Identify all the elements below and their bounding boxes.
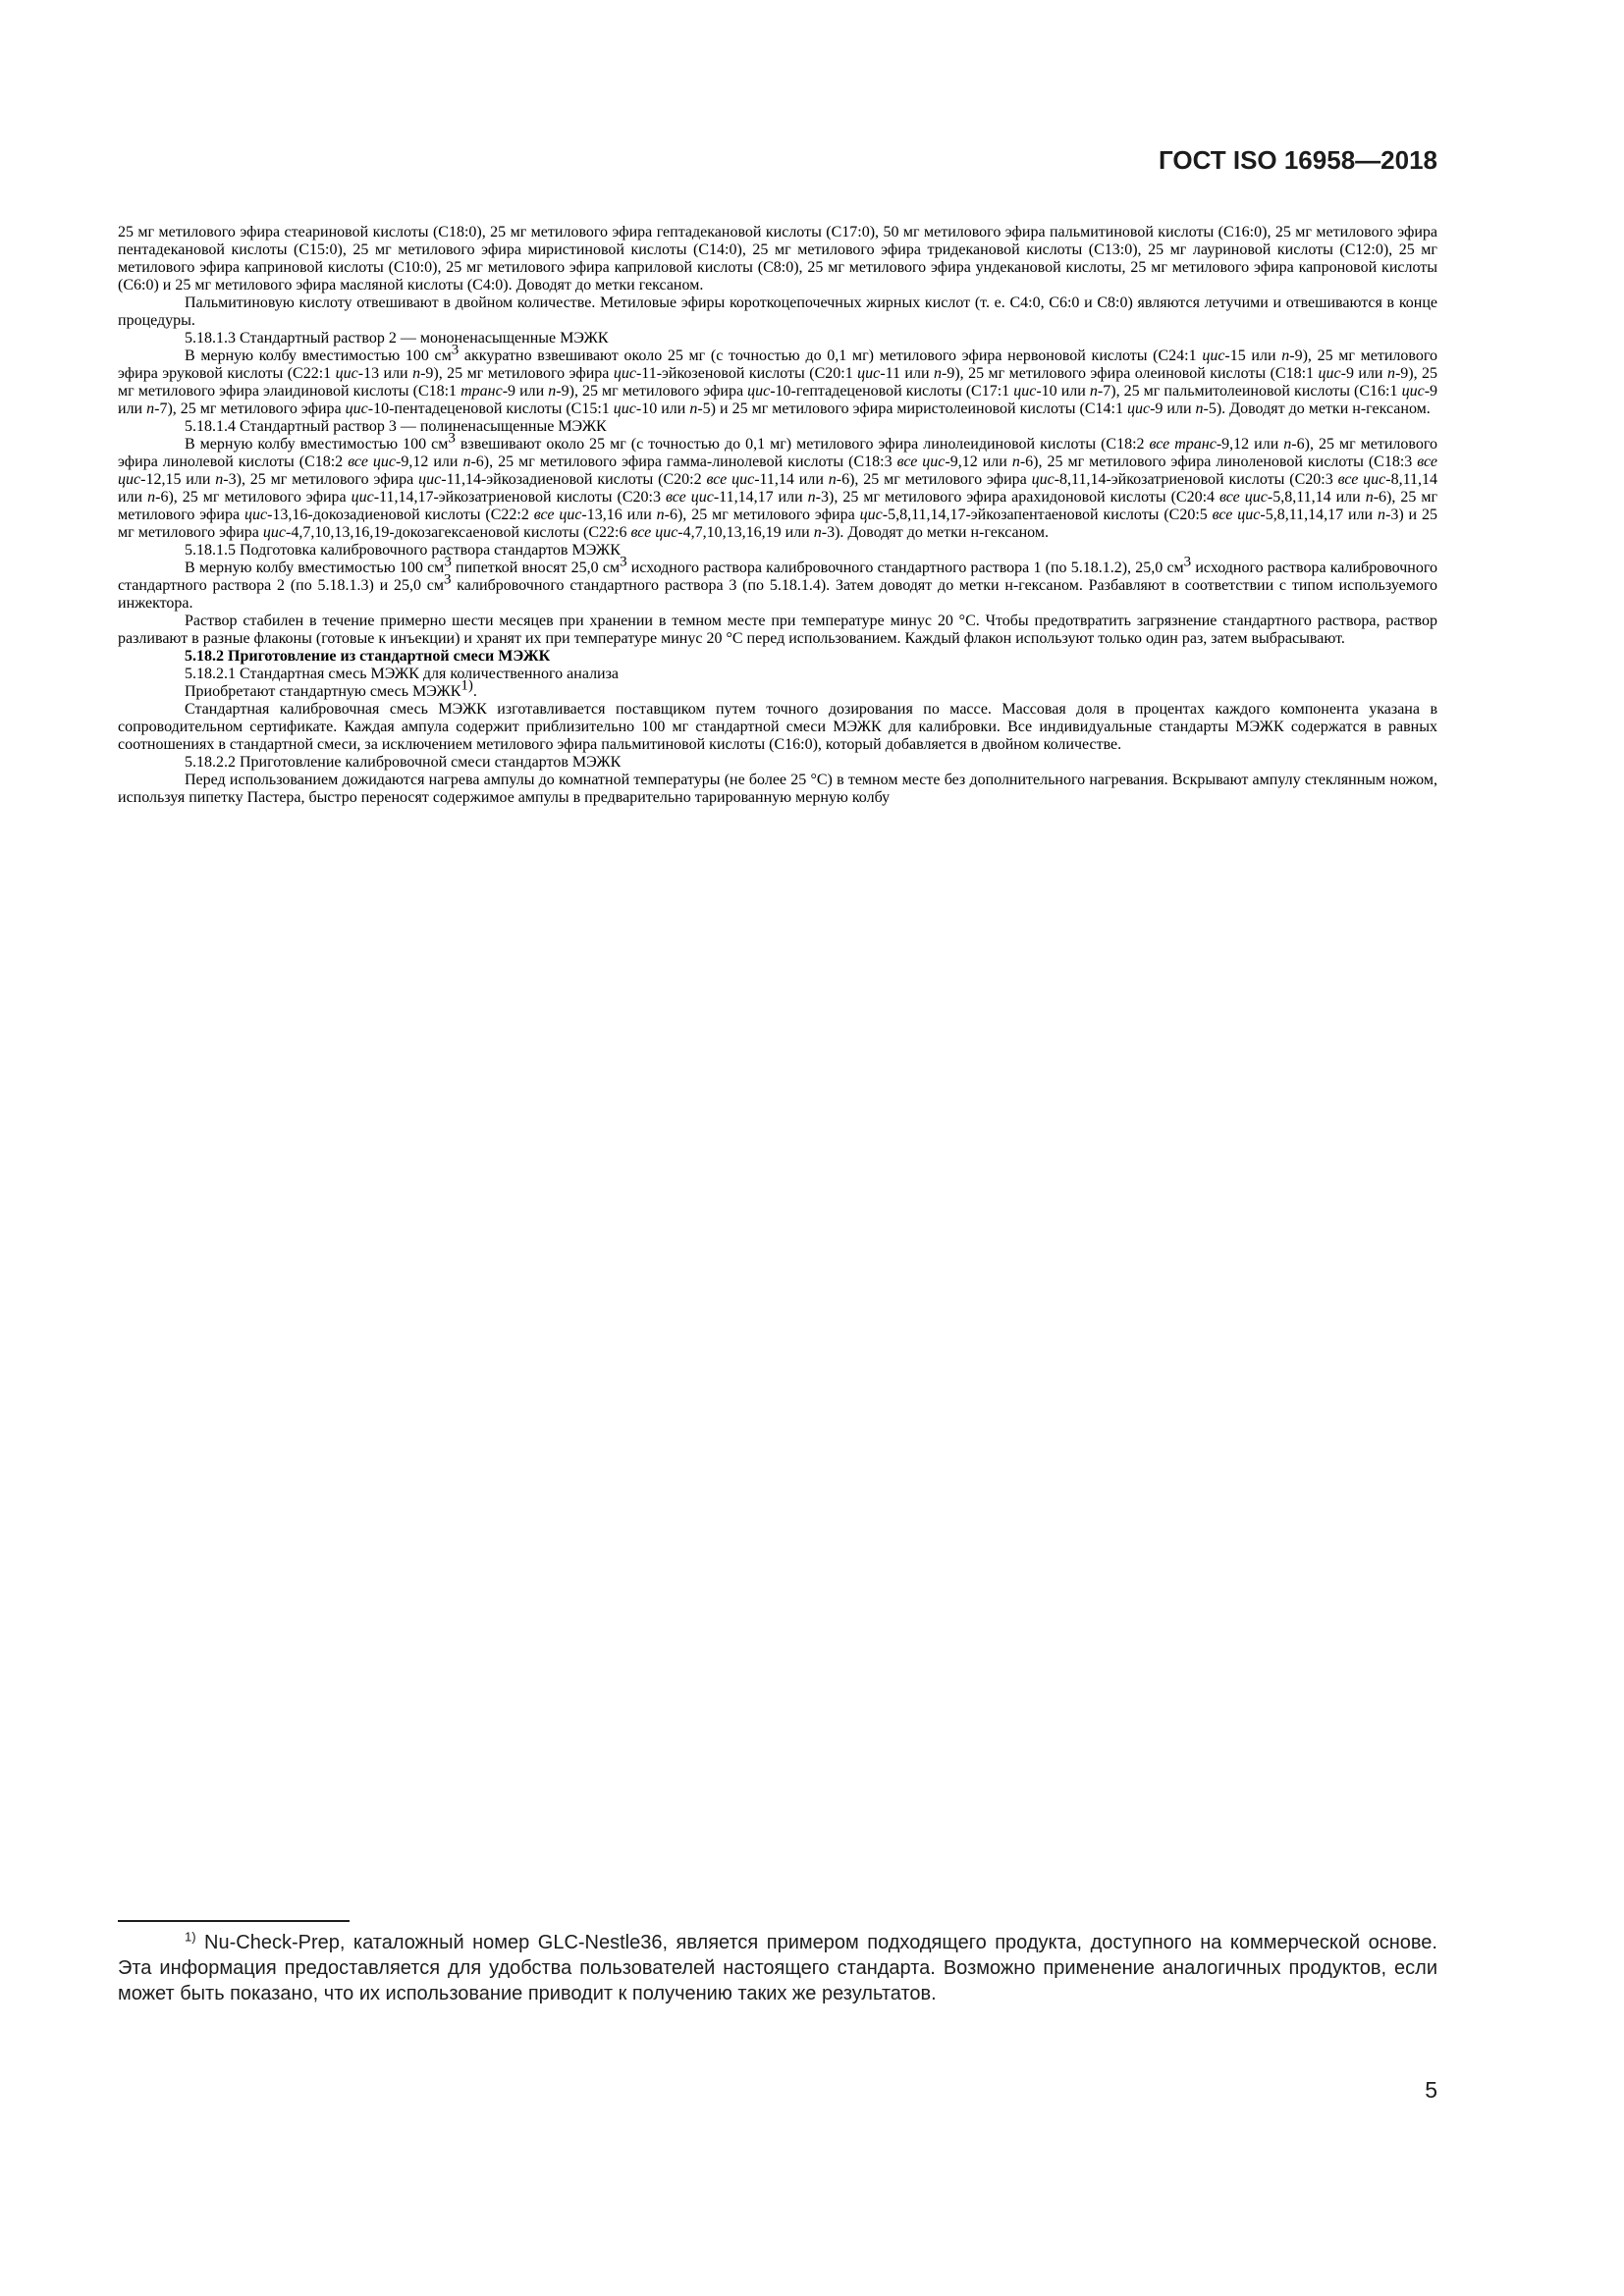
section-heading-5-18-2-2: 5.18.2.2 Приготовление калибровочной смеси стандартов МЭЖК — [185, 754, 622, 771]
paragraph-acquire-standard-mix: Приобретают стандартную смесь МЭЖК$^{1)}$. — [185, 677, 477, 700]
document-id-header: ГОСТ ISO 16958—2018 — [1158, 145, 1437, 175]
paragraph-storage-stability: Раствор стабилен в течение примерно шести месяцев при хранении в темном месте при температуре минус 20 °C. Чтобы предотвратить загрязнение стандартного раствора, раствор разливают в разные флаконы (готовые к инъекции) и хранят их при температуре минус 20 °C перед использованием. Каждый флакон используют только один раз, затем выбрасывают. — [118, 613, 1437, 647]
paragraph-ampoule-preparation: Перед использованием дожидаются нагрева ампулы до комнатной температуры (не более 25 °C) в темном месте без дополнительного нагревания. Вскрывают ампулу стеклянным ножом, используя пипетку Пастера, быстро переносят содержимое ампулы в предварительно тарированную мерную колбу — [118, 772, 1437, 806]
paragraph-standard-solution-2: В мерную колбу вместимостью 100 $см^3$ аккуратно взвешивают около 25 мг (с точностью до 0,1 мг) метилового эфира нервоновой кислоты (C24:1 цис-15 или n-9), 25 мг метилового эфира эруковой кислоты (C22:1 цис-13 или n-9), 25 мг метилового эфира цис-11-эйкозеновой кислоты (C20:1 цис-11 или n-9), 25 мг метилового эфира олеиновой кислоты (C18:1 цис-9 или n-9), 25 мг метилового эфира элаидиновой кислоты (C18:1 транс-9 или n-9), 25 мг метилового эфира цис-10-гептадеценовой кислоты (C17:1 цис-10 или n-7), 25 мг пальмитолеиновой кислоты (C16:1 цис-9 или n-7), 25 мг метилового эфира цис-10-пентадеценовой кислоты (C15:1 цис-10 или n-5) и 25 мг метилового эфира миристолеиновой кислоты (C14:1 цис-9 или n-5). Доводят до метки н-гексаном. — [118, 342, 1438, 417]
section-heading-5-18-2-1: 5.18.2.1 Стандартная смесь МЭЖК для количественного анализа — [185, 666, 620, 682]
footnote-1: $^{1)}$ Nu-Check-Prep, каталожный номер GLC-Nestle36, является примером подходящего продукта, доступного на коммерческой основе. Эта информация предоставляется для удобства пользователей настоящего стандарта. Возможно применение аналогичных продуктов, если может быть показано, что их использование приводит к получению таких же результатов. — [118, 1929, 1437, 2004]
paragraph-calibration-solution: В мерную колбу вместимостью 100 $см^3$ пипеткой вносят 25,0 $см^3$ исходного раствора калибровочного стандартного раствора 1 (по 5.18.1.2), 25,0 $см^3$ исходного раствора калибровочного стандартного раствора 2 (по 5.18.1.3) и 25,0 $см^3$ калибровочного стандартного раствора 3 (по 5.18.1.4). Затем доводят до метки н-гексаном. Разбавляют в соответствии с типом используемого инжектора. — [118, 554, 1438, 612]
document-body — [118, 224, 1437, 807]
footnotes — [118, 1930, 1437, 2006]
section-heading-5-18-1-5: 5.18.1.5 Подготовка калибровочного раствора стандартов МЭЖК — [185, 542, 621, 559]
section-heading-5-18-1-4: 5.18.1.4 Стандартный раствор 3 — полиненасыщенные МЭЖК — [185, 418, 607, 435]
paragraph-standard-mix-description: Стандартная калибровочная смесь МЭЖК изготавливается поставщиком путем точного дозирования по массе. Массовая доля в процентах каждого компонента указана в сопроводительном сертификате. Каждая ампула содержит приблизительно 100 мг стандартной смеси МЭЖК для калибровки. Все индивидуальные стандарты МЭЖК содержатся в равных соотношениях в стандартной смеси, за исключением метилового эфира пальмитиновой кислоты (C16:0), который добавляется в двойном количестве. — [118, 701, 1437, 753]
page-number: 5 — [1425, 2077, 1437, 2103]
paragraph-palmitic-note: Пальмитиновую кислоту отвешивают в двойном количестве. Метиловые эфиры короткоцепочечных жирных кислот (т. е. C4:0, C6:0 и C8:0) являются летучими и отвешиваются в конце процедуры. — [118, 294, 1437, 329]
footnote-divider — [118, 1920, 350, 1922]
paragraph-standard-solution-1-continued: 25 мг метилового эфира стеариновой кислоты (C18:0), 25 мг метилового эфира гептадекановой кислоты (C17:0), 50 мг метилового эфира пальмитиновой кислоты (C16:0), 25 мг метилового эфира пентадекановой кислоты (C15:0), 25 мг метилового эфира миристиновой кислоты (C14:0), 25 мг метилового эфира тридекановой кислоты (C13:0), 25 мг лауриновой кислоты (C12:0), 25 мг метилового эфира каприновой кислоты (C10:0), 25 мг метилового эфира каприловой кислоты (C8:0), 25 мг метилового эфира ундекановой кислоты, 25 мг метилового эфира капроновой кислоты (C6:0) и 25 мг метилового эфира масляной кислоты (C4:0). Доводят до метки гексаном. — [118, 224, 1437, 294]
section-heading-5-18-2: 5.18.2 Приготовление из стандартной смеси МЭЖК — [185, 648, 551, 665]
paragraph-standard-solution-3: В мерную колбу вместимостью 100 $см^3$ взвешивают около 25 мг (с точностью до 0,1 мг) метилового эфира линолеидиновой кислоты (C18:2 все транс-9,12 или n-6), 25 мг метилового эфира линолевой кислоты (C18:2 все цис-9,12 или n-6), 25 мг метилового эфира гамма-линолевой кислоты (C18:3 все цис-9,12 или n-6), 25 мг метилового эфира линоленовой кислоты (C18:3 все цис-12,15 или n-3), 25 мг метилового эфира цис-11,14-эйкозадиеновой кислоты (C20:2 все цис-11,14 или n-6), 25 мг метилового эфира цис-8,11,14-эйкозатриеновой кислоты (C20:3 все цис-8,11,14 или n-6), 25 мг метилового эфира цис-11,14,17-эйкозатриеновой кислоты (C20:3 все цис-11,14,17 или n-3), 25 мг метилового эфира арахидоновой кислоты (C20:4 все цис-5,8,11,14 или n-6), 25 мг метилового эфира цис-13,16-докозадиеновой кислоты (C22:2 все цис-13,16 или n-6), 25 мг метилового эфира цис-5,8,11,14,17-эйкозапентаеновой кислоты (C20:5 все цис-5,8,11,14,17 или n-3) и 25 мг метилового эфира цис-4,7,10,13,16,19-докозагексаеновой кислоты (C22:6 все цис-4,7,10,13,16,19 или n-3). Доводят до метки н-гексаном. — [118, 430, 1438, 541]
section-heading-5-18-1-3: 5.18.1.3 Стандартный раствор 2 — мононенасыщенные МЭЖК — [185, 330, 609, 347]
